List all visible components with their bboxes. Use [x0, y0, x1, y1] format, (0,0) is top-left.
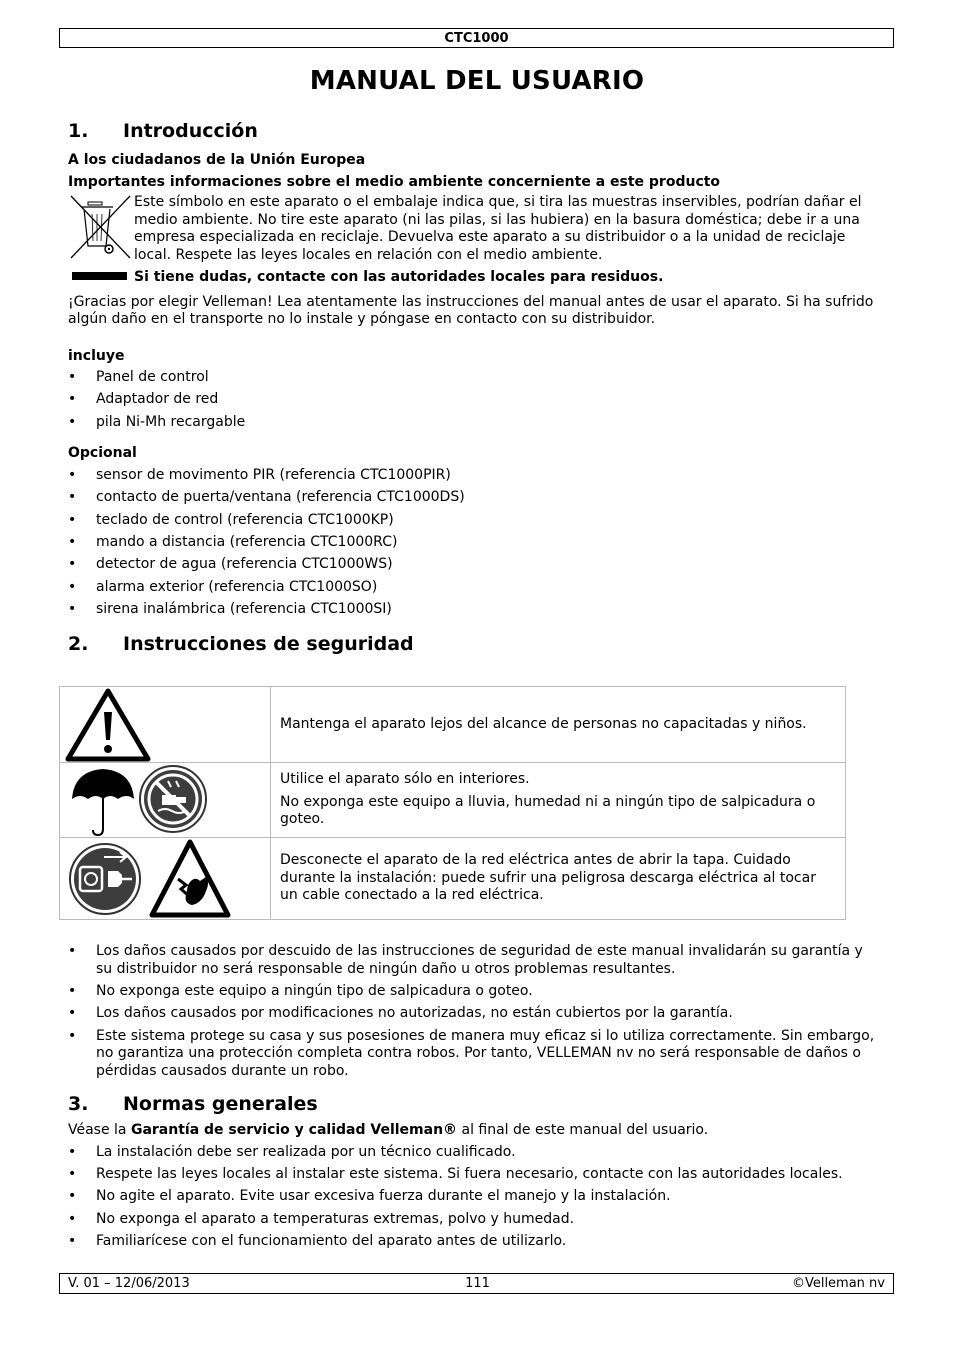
safety-text: Mantenga el aparato lejos del alcance de personas no capacitadas y niños. — [280, 715, 807, 732]
page-footer — [59, 1273, 894, 1294]
page-number: 111 — [465, 1276, 490, 1291]
section-2-notes — [68, 943, 883, 1256]
list-item: • Respete las leyes locales al instalar este sistema. Si fuera necesario, contacte con las autoridades locales. — [68, 1166, 883, 1184]
warranty-intro-pre: Véase la — [68, 1122, 131, 1139]
list-item: • sensor de movimento PIR (referencia CTC1000PIR) — [68, 467, 883, 485]
table-cell — [60, 838, 271, 920]
warranty-name: Garantía de servicio y calidad Velleman® — [130, 1122, 458, 1139]
warranty-intro-post: al final de este manual del usuario. — [457, 1122, 709, 1139]
table-cell — [271, 838, 846, 920]
warning-triangle-icon — [60, 688, 270, 762]
includes-heading: incluye — [68, 347, 125, 364]
section-title: Normas generales — [123, 1093, 318, 1116]
section-number: 2. — [68, 632, 89, 655]
list-item: • sirena inalámbrica (referencia CTC1000SI) — [68, 601, 883, 619]
safety-table — [59, 686, 846, 920]
page-header: CTC1000 — [59, 28, 894, 48]
main-content — [68, 118, 883, 657]
list-item: • Los daños causados por modificaciones no autorizadas, no están cubiertos por la garantía. — [68, 1005, 883, 1023]
list-item: • alarma exterior (referencia CTC1000SO) — [68, 579, 883, 597]
section-1-heading — [68, 118, 883, 144]
list-item: • pila Ni-Mh recargable — [68, 414, 883, 432]
safety-bullets — [68, 943, 883, 1080]
list-item: • detector de agua (referencia CTC1000WS) — [68, 556, 883, 574]
electric-shock-icon — [152, 842, 228, 915]
list-item: • contacto de puerta/ventana (referencia CTC1000DS) — [68, 489, 883, 507]
weee-text: Este símbolo en este aparato o el embalaje indica que, si tira las muestras inservibles, podrían dañar el medio ambiente. No tire este aparato (ni las pilas, si las hubiera) en la basura doméstica; debe ir a una empresa especializada en reciclaje. Devuelva este aparato a su distribuidor o a la unidad de reciclaje local. Respete las leyes locales en relación con el medio ambiente. — [134, 194, 862, 263]
list-item: • Panel de control — [68, 369, 883, 387]
umbrella-icon — [72, 769, 134, 835]
section-title: Instrucciones de seguridad — [123, 632, 414, 655]
optional-list — [68, 467, 883, 619]
safety-text: Utilice el aparato sólo en interiores. — [280, 771, 530, 788]
thanks-paragraph: ¡Gracias por elegir Velleman! Lea atentamente las instrucciones del manual antes de usar el aparato. Si ha sufrido algún daño en el transporte no lo instale y póngase en contacto con su distribuidor. — [68, 293, 874, 327]
safety-text: No exponga este equipo a lluvia, humedad ni a ningún tipo de salpicadura o goteo. — [280, 793, 816, 828]
crossed-bin-icon — [68, 194, 134, 258]
list-item: • No agite el aparato. Evite usar excesiva fuerza durante el manejo y la instalación. — [68, 1188, 883, 1206]
table-cell — [271, 687, 846, 763]
list-item: • Familiarícese con el funcionamiento del aparato antes de utilizarlo. — [68, 1233, 883, 1251]
page-title: MANUAL DEL USUARIO — [309, 66, 645, 96]
safety-text: Desconecte el aparato de la red eléctrica antes de abrir la tapa. Cuidado durante la instalación: puede sufrir una peligrosa descarga eléctrica al tocar un cable conectado a la red eléctrica. — [280, 852, 816, 904]
table-row — [60, 763, 846, 838]
includes-list — [68, 369, 883, 431]
list-item: • La instalación debe ser realizada por un técnico cualificado. — [68, 1144, 883, 1162]
version-date: V. 01 – 12/06/2013 — [68, 1276, 190, 1291]
table-cell — [60, 763, 271, 838]
weee-contact-note: Si tiene dudas, contacte con las autoridades locales para residuos. — [134, 269, 664, 285]
eu-heading: A los ciudadanos de la Unión Europea — [68, 152, 366, 168]
weee-notice — [68, 194, 883, 287]
section-2-heading — [68, 631, 883, 657]
table-row — [60, 838, 846, 920]
section-title: Introducción — [123, 120, 258, 142]
section-3-heading — [68, 1091, 883, 1117]
warranty-intro — [68, 1122, 883, 1140]
list-item: • No exponga el aparato a temperaturas extremas, polvo y humedad. — [68, 1211, 883, 1229]
optional-heading: Opcional — [68, 445, 137, 462]
table-row — [60, 687, 846, 763]
section-number: 1. — [68, 120, 89, 142]
list-item: • Los daños causados por descuido de las instrucciones de seguridad de este manual invalidarán su garantía y su distribuidor no será responsable de ningún daño u otros problemas resultantes. — [68, 943, 883, 978]
unplug-icon — [70, 844, 140, 914]
table-cell — [60, 687, 271, 763]
list-item: • mando a distancia (referencia CTC1000RC) — [68, 534, 883, 552]
copyright: ©Velleman nv — [791, 1276, 885, 1291]
list-item: • Adaptador de red — [68, 391, 883, 409]
table-cell — [271, 763, 846, 838]
environment-heading: Importantes informaciones sobre el medio ambiente concerniente a este producto — [68, 173, 721, 190]
list-item: • Este sistema protege su casa y sus posesiones de manera muy eficaz si lo utiliza correctamente. Sin embargo, no garantiza una protección completa contra robos. Por tanto, VELLEMAN nv no será responsable de daños o pérdidas causados durante un robo. — [68, 1028, 883, 1081]
general-rules-list — [68, 1144, 883, 1251]
list-item: • teclado de control (referencia CTC1000KP) — [68, 512, 883, 530]
section-number: 3. — [68, 1093, 89, 1116]
list-item: • No exponga este equipo a ningún tipo de salpicadura o goteo. — [68, 983, 883, 1001]
no-water-plug-icon — [140, 766, 206, 832]
